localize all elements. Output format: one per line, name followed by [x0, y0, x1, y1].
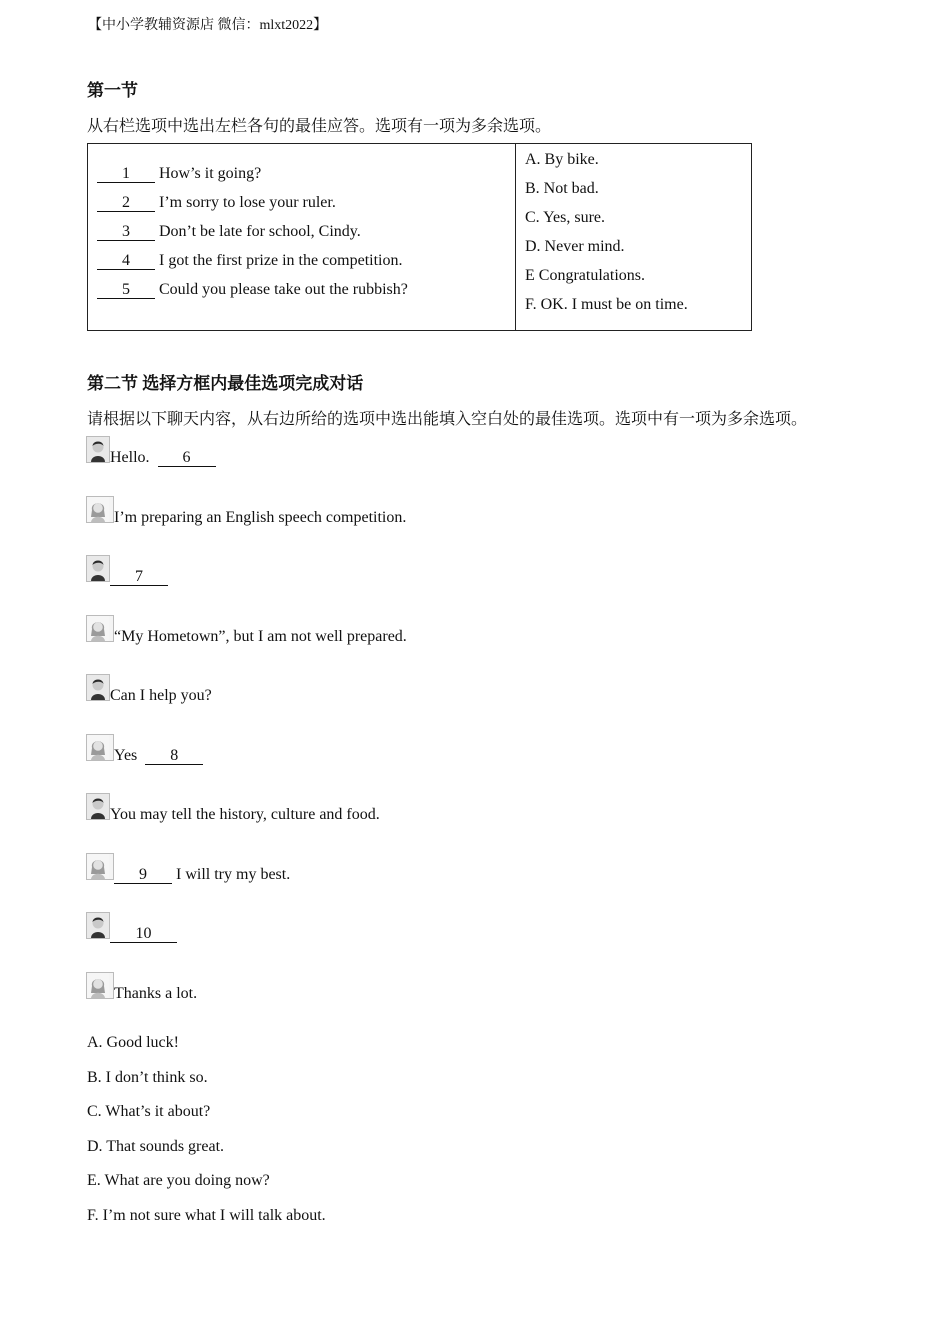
question-line — [97, 223, 361, 241]
dialogue-text: You may tell the history, culture and food. — [110, 806, 380, 823]
answer-blank[interactable]: 9 — [114, 867, 172, 884]
question-line — [97, 252, 403, 270]
dialogue-text: “My Hometown”, but I am not well prepared. — [114, 627, 407, 645]
answer-blank[interactable]: 4 — [97, 253, 155, 270]
answer-blank[interactable]: 5 — [97, 282, 155, 299]
option-item: A. By bike. — [525, 151, 599, 168]
dialogue-line — [110, 568, 168, 586]
female-avatar-icon — [86, 853, 114, 880]
dialogue-line — [110, 449, 216, 467]
dialogue-line — [114, 985, 197, 1003]
dialogue-line — [114, 509, 406, 527]
male-avatar-icon — [86, 674, 110, 701]
male-avatar-icon — [86, 793, 110, 820]
dialogue-text: Hello. — [110, 449, 154, 466]
female-avatar-icon — [86, 615, 114, 642]
female-avatar-icon — [86, 734, 114, 761]
dialogue-line — [110, 925, 177, 943]
option-item: A. Good luck! — [87, 1034, 179, 1051]
dialogue-text: I will try my best. — [172, 865, 291, 883]
option-item: B. Not bad. — [525, 180, 599, 197]
questions-cell — [88, 144, 516, 331]
dialogue-text: Yes — [114, 746, 142, 764]
option-item: C. What’s it about? — [87, 1103, 211, 1121]
female-avatar-icon — [86, 496, 114, 523]
dialogue-text: Thanks a lot. — [114, 984, 198, 1002]
answer-blank[interactable]: 3 — [97, 224, 155, 241]
male-avatar-icon — [86, 555, 110, 582]
options-cell — [516, 144, 752, 331]
option-item: B. I don’t think so. — [87, 1068, 208, 1086]
question-text: Don’t be late for school, Cindy. — [155, 223, 361, 240]
page-header: 【中小学教辅资源店 微信：mlxt2022】 — [88, 18, 328, 33]
section1-instruction: 从右栏选项中选出左栏各句的最佳应答。选项有一项为多余选项。 — [87, 118, 552, 135]
option-item: E. What are you doing now? — [87, 1172, 270, 1190]
option-item: F. I’m not sure what I will talk about. — [87, 1207, 326, 1224]
matching-table — [87, 143, 752, 331]
option-item: D. That sounds great. — [87, 1137, 225, 1155]
answer-blank[interactable]: 2 — [97, 195, 155, 212]
section2-instruction: 请根据以下聊天内容，从右边所给的选项中选出能填入空白处的最佳选项。选项中有一项为多余选项。 — [87, 411, 808, 428]
dialogue-text: Can I help you? — [110, 687, 212, 704]
dialogue-line — [114, 628, 407, 646]
dialogue-line — [110, 806, 380, 824]
option-item: C. Yes, sure. — [525, 209, 606, 226]
question-text: Could you please take out the rubbish? — [155, 281, 408, 298]
question-text: I got the first prize in the competition. — [155, 252, 403, 269]
answer-blank[interactable]: 7 — [110, 569, 168, 586]
answer-blank[interactable]: 10 — [110, 926, 177, 943]
question-line — [97, 165, 261, 183]
answer-blank[interactable]: 1 — [97, 166, 155, 183]
question-text: I’m sorry to lose your ruler. — [155, 194, 336, 211]
dialogue-text: I’m preparing an English speech competition. — [114, 508, 407, 526]
question-line — [97, 281, 408, 299]
female-avatar-icon — [86, 972, 114, 999]
dialogue-line — [114, 866, 290, 884]
section2-title: 第二节 选择方框内最佳选项完成对话 — [87, 374, 364, 393]
section1-title: 第一节 — [87, 81, 138, 100]
answer-blank[interactable]: 6 — [158, 450, 216, 467]
male-avatar-icon — [86, 912, 110, 939]
male-avatar-icon — [86, 436, 110, 463]
option-item: D. Never mind. — [525, 238, 625, 255]
dialogue-line — [114, 747, 203, 765]
dialogue-line — [110, 687, 212, 705]
option-item: E Congratulations. — [525, 267, 645, 284]
question-line — [97, 194, 336, 212]
option-item: F. OK. I must be on time. — [525, 296, 688, 313]
question-text: How’s it going? — [155, 165, 262, 182]
answer-blank[interactable]: 8 — [145, 748, 203, 765]
